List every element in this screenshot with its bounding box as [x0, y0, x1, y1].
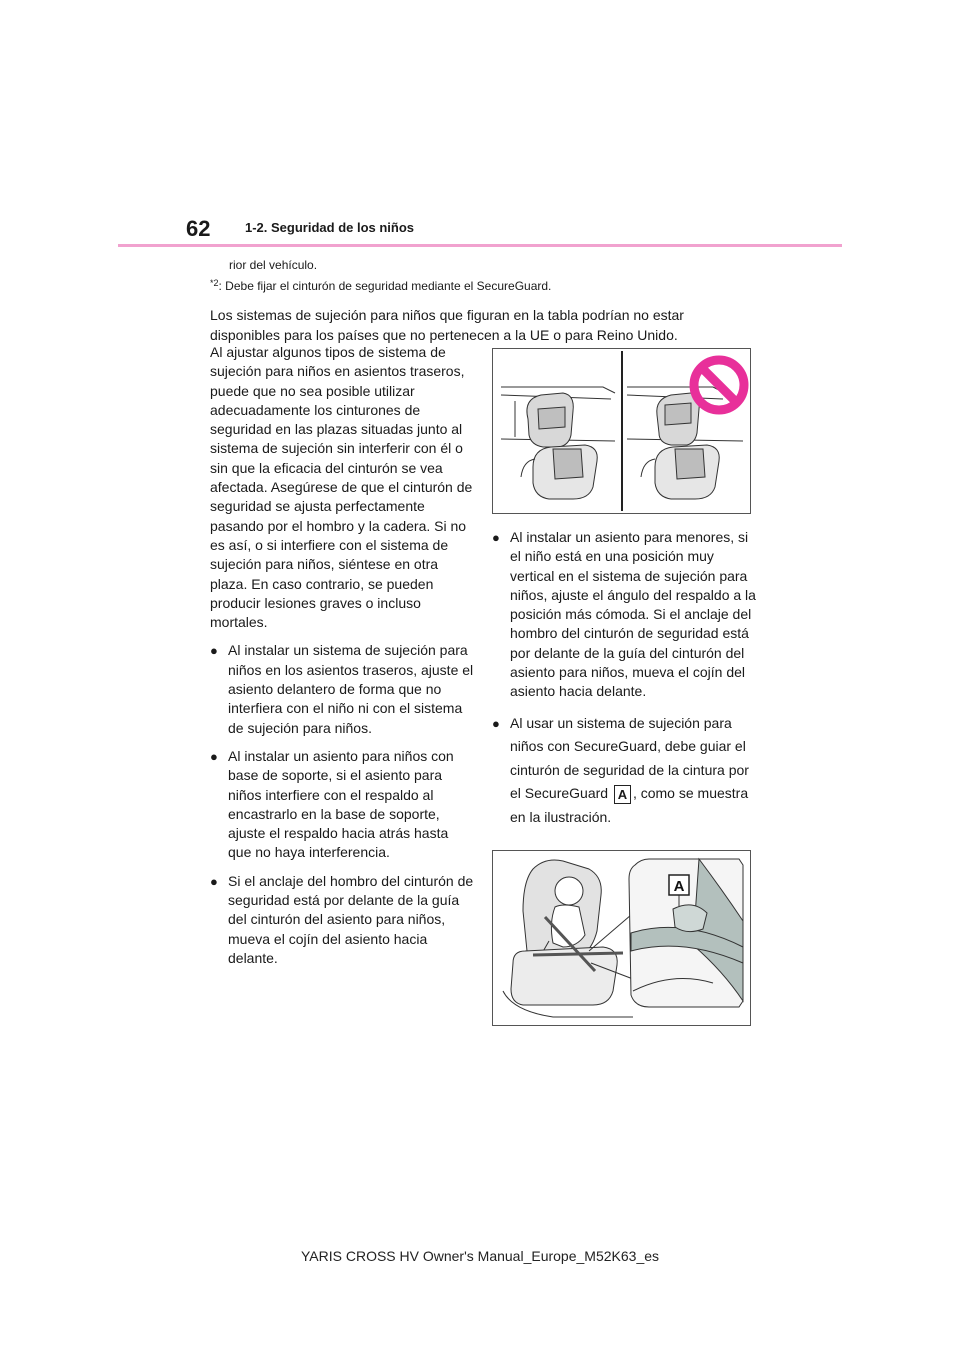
- list-item-text-end: , como se muestra en la ilustración.: [510, 785, 749, 825]
- left-column: [210, 343, 475, 968]
- list-item: [210, 872, 475, 968]
- list-item-text: Al instalar un sistema de sujeción para niños en los asientos traseros, ajuste el asiento delantero de forma que no interfiera con el niño ni con el sistema de sujeción para niños.: [228, 642, 474, 736]
- list-item-text: Si el anclaje del hombro del cinturón de seguridad está por delante de la guía del cinturón del asiento para niños, mueva el cojín del asiento hacia delante.: [228, 872, 474, 966]
- list-item: [492, 528, 757, 702]
- bullet-dot-icon: ●: [210, 643, 218, 659]
- footer: YARIS CROSS HV Owner's Manual_Europe_M52K63_es: [300, 1248, 660, 1264]
- prohibition-icon: [694, 360, 744, 410]
- seat-angle-illustration: [492, 348, 751, 514]
- secureguard-illustration: [492, 850, 751, 1026]
- callout-label: A: [673, 878, 685, 895]
- list-item-text: Al instalar un asiento para menores, si el niño está en una posición muy vertical en el sistema de sujeción para niños, ajuste el ángulo del respaldo a la posición más cómoda. Si el anclaje del hombro del cinturón de seguridad está por delante de la guía del cinturón del asiento para niños, mueva el cojín del asiento hacia delante.: [510, 529, 756, 700]
- section-title: 1-2. Seguridad de los niños: [245, 220, 415, 235]
- list-item-text: [510, 712, 757, 830]
- list-item: [210, 641, 475, 737]
- list-item: [492, 712, 757, 830]
- header-rule: [118, 244, 842, 247]
- bullet-dot-icon: ●: [210, 748, 218, 764]
- callout-badge: A: [614, 785, 631, 804]
- footnote-mark: *2: [210, 278, 219, 288]
- list-item-text-start: Al usar un sistema de sujeción para niños con SecureGuard, debe guiar el cinturón de seguridad de la cintura por el SecureGuard: [510, 714, 749, 802]
- footnote-continuation: rior del vehículo.: [229, 258, 318, 272]
- right-column: [492, 528, 757, 829]
- intro-paragraph: Los sistemas de sujeción para niños que figuran en la tabla podrían no estar disponibles para los países que no pertenecen a la UE o para Reino Unido.: [210, 307, 684, 343]
- bullet-dot-icon: ●: [492, 530, 500, 545]
- footnote-2: [210, 278, 551, 294]
- bullet-dot-icon: ●: [492, 715, 500, 731]
- warning-paragraph: Al ajustar algunos tipos de sistema de sujeción para niños en asientos traseros, puede que no sea posible utilizar adecuadamente los cinturones de seguridad en las plazas situadas junto al sistema de sujeción sin interferir con él o sin que la eficacia del cinturón se vea afectada. Asegúrese de que el cinturón de seguridad se ajusta perfectamente pasando por el hombro y la cadera. Si no es así, o si interfiere con el sistema de sujeción para niños, siéntese en otra plaza. En caso contrario, se pueden producir lesiones graves o incluso mortales.: [210, 344, 473, 631]
- footnote-text: : Debe fijar el cinturón de seguridad mediante el SecureGuard.: [218, 279, 552, 293]
- page-number: 62: [186, 216, 211, 241]
- list-item: [210, 747, 475, 863]
- list-item-text: Al instalar un asiento para niños con base de soporte, si el asiento para niños interfiere con el respaldo al encastrarlo en la base de soporte, ajuste el respaldo hacia atrás hasta que no haya interferencia.: [228, 747, 454, 861]
- bullet-dot-icon: ●: [210, 873, 218, 889]
